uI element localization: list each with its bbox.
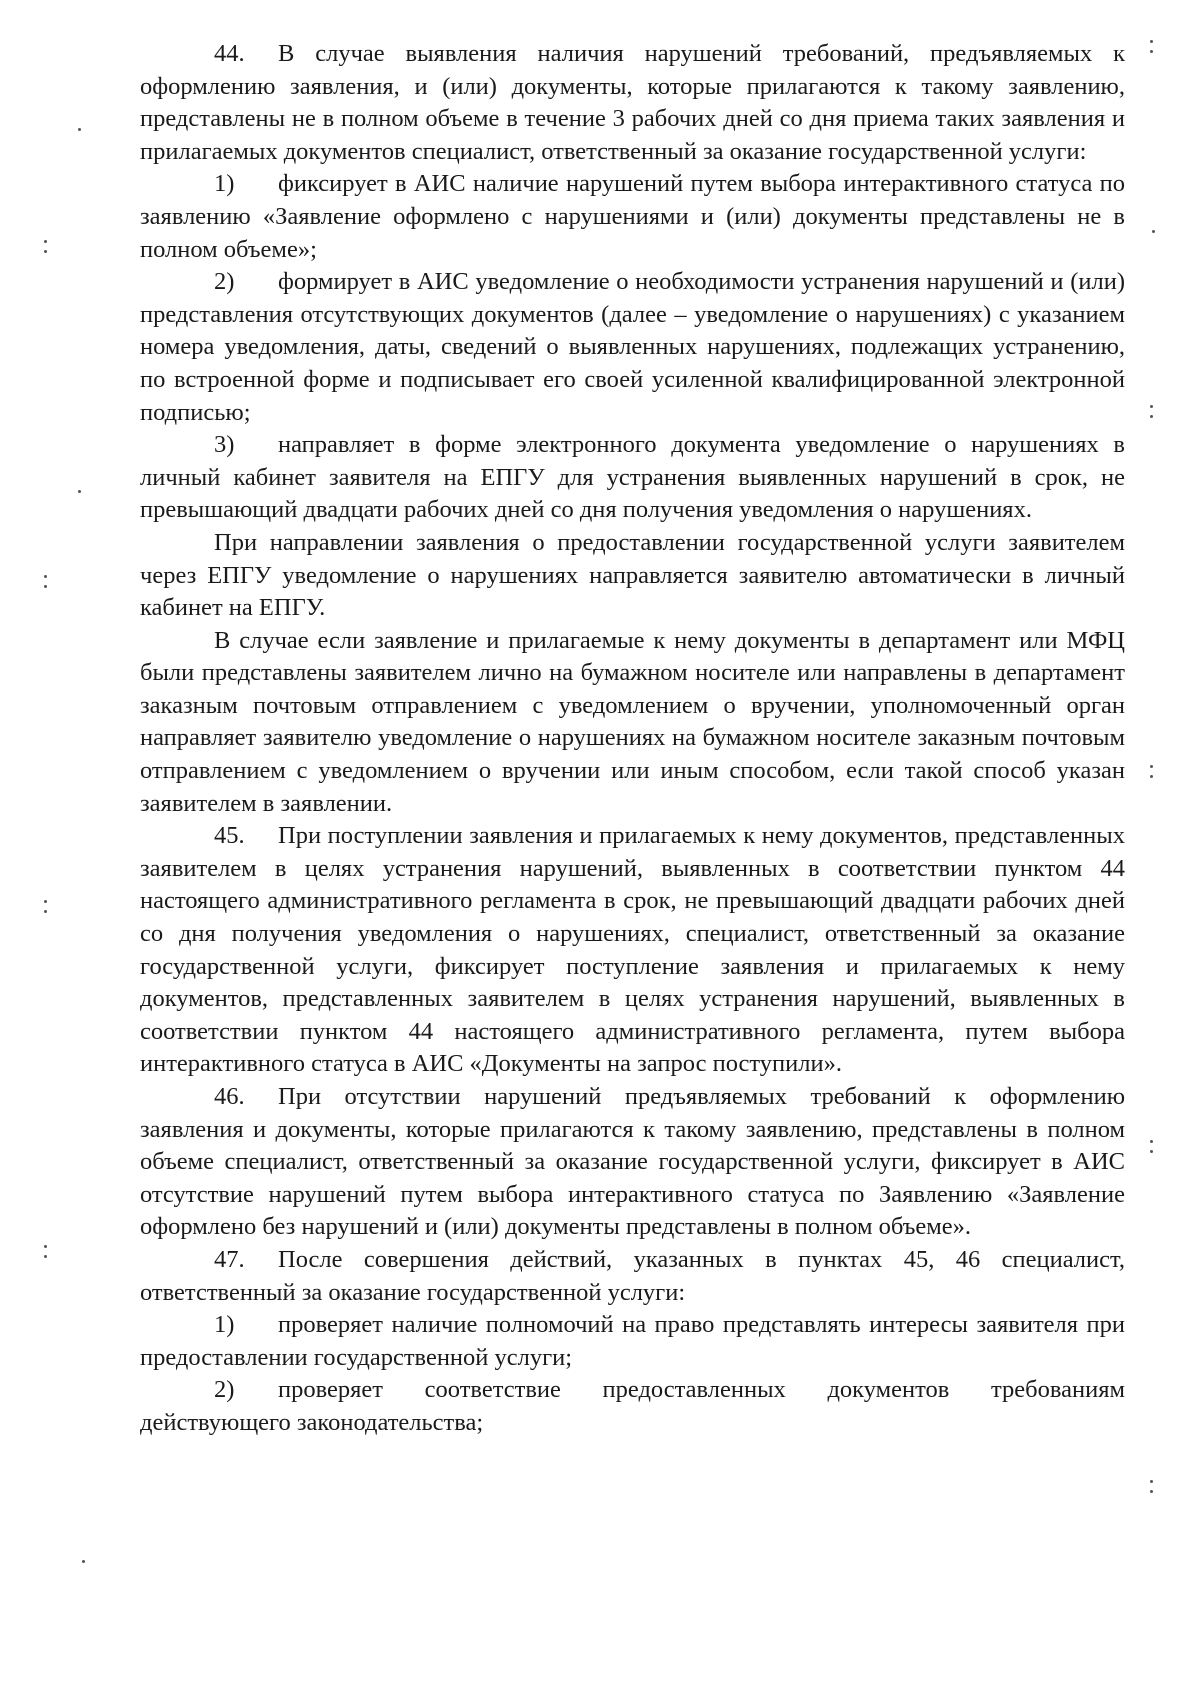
scan-speck xyxy=(1150,1490,1153,1493)
paragraph-44-item-2 xyxy=(140,266,1125,429)
scan-speck xyxy=(44,900,47,903)
item-number: 1) xyxy=(214,1311,235,1339)
scan-speck xyxy=(44,240,47,243)
item-text: фиксирует в АИС наличие нарушений путем выбора интерактивного статуса по заявлению «Заявление оформлено с нарушениями и (или) документы представлены не в полном объеме»; xyxy=(140,170,1125,263)
item-text: формирует в АИС уведомление о необходимости устранения нарушений и (или) представления отсутствующих документов (далее – уведомление о нарушениях) с указанием номера уведомления, даты, сведений о выявленных нарушениях, подлежащих устранению, по встроенной форме и подписывает его своей усиленной квалифицированной электронной подписью; xyxy=(140,268,1125,426)
paragraph-47 xyxy=(140,1244,1125,1309)
scan-speck xyxy=(1152,230,1155,233)
paragraph-44-item-1 xyxy=(140,168,1125,266)
scan-speck xyxy=(1150,1150,1153,1153)
scan-speck xyxy=(82,1560,85,1563)
item-text: проверяет наличие полномочий на право представлять интересы заявителя при предоставлении государственной услуги; xyxy=(140,1311,1125,1371)
scan-speck xyxy=(44,575,47,578)
paragraph-46 xyxy=(140,1081,1125,1244)
scan-speck xyxy=(78,490,81,493)
paragraph-44-item-3 xyxy=(140,429,1125,527)
scan-speck xyxy=(44,1255,47,1258)
scan-speck xyxy=(1150,1140,1153,1143)
paragraph-number: 46. xyxy=(214,1083,245,1110)
scan-speck xyxy=(1150,775,1153,778)
scan-speck xyxy=(44,1245,47,1248)
item-number: 2) xyxy=(214,268,235,296)
paragraph-text: При отсутствии нарушений предъявляемых требований к оформлению заявления и документы, которые прилагаются к такому заявлению, представлены в полном объеме специалист, ответственный за оказание государственной услуги, фиксирует в АИС отсутствие нарушений путем выбора интерактивного статуса по Заявлению «Заявление оформлено без нарушений и (или) документы представлены в полном объеме». xyxy=(140,1083,1125,1241)
item-number: 3) xyxy=(214,431,235,459)
paragraph-number: 47. xyxy=(214,1245,245,1273)
scan-speck xyxy=(1150,415,1153,418)
item-text: проверяет соответствие предоставленных документов требованиям действующего законодательства; xyxy=(140,1376,1125,1436)
paragraph-44 xyxy=(140,38,1125,168)
item-number: 2) xyxy=(214,1376,235,1404)
paragraph-text: При поступлении заявления и прилагаемых к нему документов, представленных заявителем в целях устранения нарушений, выявленных в соответствии пунктом 44 настоящего административного регламента в срок, не превышающий двадцати рабочих дней со дня получения уведомления о нарушениях, специалист, ответственный за оказание государственной услуги, фиксирует поступление заявления и прилагаемых к нему документов, представленных заявителем в целях устранения нарушений, выявленных в соответствии пунктом 44 настоящего административного регламента, путем выбора интерактивного статуса в АИС «Документы на запрос поступили». xyxy=(140,822,1125,1078)
paragraph-text: После совершения действий, указанных в пунктах 45, 46 специалист, ответственный за оказание государственной услуги: xyxy=(140,1245,1125,1306)
scan-speck xyxy=(44,250,47,253)
paragraph-47-item-2 xyxy=(140,1374,1125,1439)
paragraph-text: В случае выявления наличия нарушений требований, предъявляемых к оформлению заявления, и (или) документы, которые прилагаются к такому заявлению, представлены не в полном объеме в течение 3 рабочих дней со дня приема таких заявления и прилагаемых документов специалист, ответственный за оказание государственной услуги: xyxy=(140,40,1125,165)
scan-speck xyxy=(44,910,47,913)
paragraph-45 xyxy=(140,820,1125,1081)
paragraph-44-paper: В случае если заявление и прилагаемые к нему документы в департамент или МФЦ были представлены заявителем лично на бумажном носителе или направлены в департамент заказным почтовым отправлением с уведомлением о вручении, уполномоченный орган направляет заявителю уведомление о нарушениях на бумажном носителе заказным почтовым отправлением с уведомлением о вручении или иным способом, если такой способ указан заявителем в заявлении. xyxy=(140,626,1125,817)
paragraph-44-epgu: При направлении заявления о предоставлении государственной услуги заявителем через ЕПГУ уведомление о нарушениях направляется заявителю автоматически в личный кабинет на ЕПГУ. xyxy=(140,528,1125,622)
scan-speck xyxy=(1150,40,1153,43)
paragraph-number: 45. xyxy=(214,822,245,850)
scan-speck xyxy=(78,128,81,131)
paragraph-47-item-1 xyxy=(140,1309,1125,1374)
paragraph-number: 44. xyxy=(214,40,245,67)
scan-speck xyxy=(44,585,47,588)
scan-speck xyxy=(1150,765,1153,768)
scan-speck xyxy=(1150,50,1153,53)
item-text: направляет в форме электронного документа уведомление о нарушениях в личный кабинет заявителя на ЕПГУ для устранения выявленных нарушений в срок, не превышающий двадцати рабочих дней со дня получения уведомления о нарушениях. xyxy=(140,431,1125,524)
item-number: 1) xyxy=(214,170,235,198)
scan-speck xyxy=(1150,405,1153,408)
document-body xyxy=(140,38,1125,1440)
scan-speck xyxy=(1150,1480,1153,1483)
